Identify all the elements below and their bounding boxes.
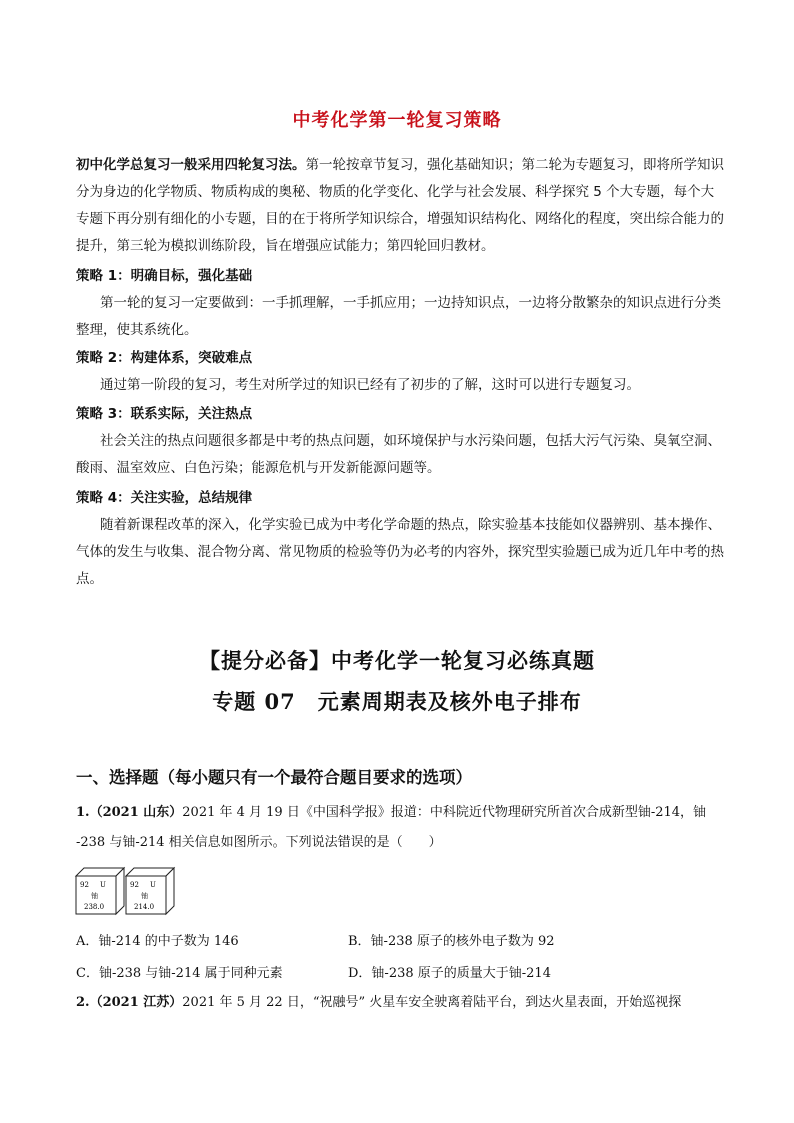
question-1-text-1: 2021 年 4 月 19 日《中国科学报》报道：中科院近代物理研究所首次合成新型铀-214，铀	[182, 805, 707, 820]
question-1-line-1	[76, 798, 736, 828]
card-1-symbol: U	[100, 881, 106, 889]
card-1-mass: 238.0	[84, 903, 105, 911]
option-d: D．铀-238 原子的质量大于铀-214	[348, 966, 551, 981]
card-2-number: 92	[130, 881, 139, 889]
question-2-line-1	[76, 988, 736, 1018]
card-1-number: 92	[80, 881, 89, 889]
strategy-1-title: 策略 1：明确目标，强化基础	[76, 268, 253, 284]
collection-heading: 【提分必备】中考化学一轮复习必练真题	[199, 648, 595, 673]
card-2-symbol: U	[150, 881, 156, 889]
intro-paragraph	[76, 152, 726, 260]
option-c: C．铀-238 与铀-214 属于同种元素	[76, 966, 283, 981]
strategy-1-body: 第一轮的复习一定要做到：一手抓理解，一手抓应用；一边持知识点，一边将分散繁杂的知识点进行分类整理，使其系统化。	[76, 295, 721, 338]
strategy-2-title: 策略 2：构建体系，突破难点	[76, 350, 253, 366]
element-card-u214-drawing	[126, 868, 176, 916]
intro-text: 第一轮按章节复习，强化基础知识；第二轮为专题复习，即将所学知识分为身边的化学物质、物质构成的奥秘、物质的化学变化、化学与社会发展、科学探究 5 个大专题，每个大专题下再分别有细化的小专题，目的在于将所学知识综合，增强知识结构化、网络化的程度，突出综合能力的提升，第三轮为模拟训练阶段，旨在增强应试能力；第四轮回归教材。	[76, 157, 724, 254]
element-card-u238-drawing	[76, 868, 126, 916]
strategy-2-body: 通过第一阶段的复习，考生对所学过的知识已经有了初步的了解，这时可以进行专题复习。	[100, 377, 640, 393]
card-1-name: 铀	[91, 892, 98, 900]
question-1-line-2: -238 与铀-214 相关信息如图所示。下列说法错误的是（ ）	[76, 835, 442, 850]
section-heading: 一、选择题（每小题只有一个最符合题目要求的选项）	[76, 768, 472, 787]
page-title: 中考化学第一轮复习策略	[292, 110, 502, 131]
option-a: A．铀-214 的中子数为 146	[76, 934, 239, 949]
card-2-name: 铀	[141, 892, 148, 900]
card-2-mass: 214.0	[134, 903, 155, 911]
element-card-u214	[126, 868, 176, 910]
option-b: B．铀-238 原子的核外电子数为 92	[348, 934, 555, 949]
intro-lead: 初中化学总复习一般采用四轮复习法。	[76, 157, 306, 173]
question-2-text-1: 2021 年 5 月 22 日，“祝融号” 火星车安全驶离着陆平台，到达火星表面，开始巡视探	[182, 995, 682, 1010]
strategy-3-body: 社会关注的热点问题很多都是中考的热点问题，如环境保护与水污染问题，包括大污气污染、臭氧空洞、酸雨、温室效应、白色污染；能源危机与开发新能源问题等。	[76, 433, 721, 476]
topic-heading: 专题 07 元素周期表及核外电子排布	[212, 689, 582, 714]
strategy-3-title: 策略 3：联系实际，关注热点	[76, 406, 253, 422]
question-2-number: 2.（2021 江苏）	[76, 995, 183, 1010]
question-1-number: 1.（2021 山东）	[76, 805, 183, 820]
element-card-u238	[76, 868, 126, 910]
strategy-4-title: 策略 4：关注实验，总结规律	[76, 490, 253, 506]
strategy-4-body: 随着新课程改革的深入，化学实验已成为中考化学命题的热点，除实验基本技能如仪器辨别、基本操作、气体的发生与收集、混合物分离、常见物质的检验等仍为必考的内容外，探究型实验题已成为近几年中考的热点。	[76, 517, 724, 587]
